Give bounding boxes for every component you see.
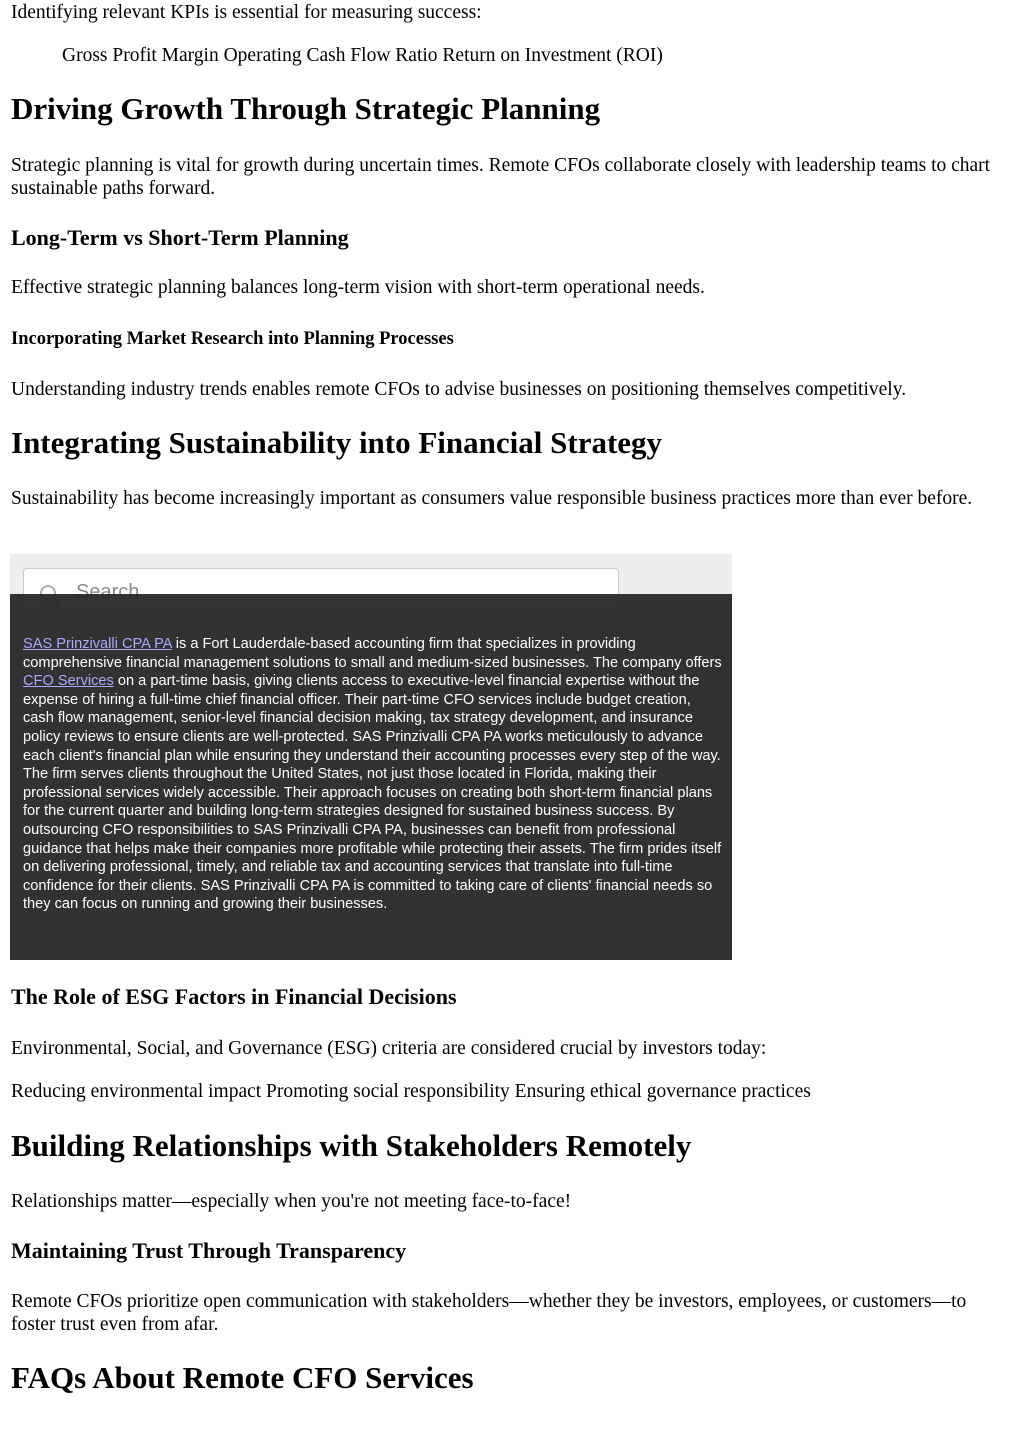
heading-long-vs-short: Long-Term vs Short-Term Planning (11, 225, 349, 250)
cfo-services-link[interactable]: CFO Services (23, 673, 114, 690)
growth-paragraph: Strategic planning is vital for growth during uncertain times. Remote CFOs collaborate closely with leadership teams to chart sustainable paths forward. (11, 155, 991, 199)
esg-list: Reducing environmental impact Promoting social responsibility Ensuring ethical governance practices (11, 1081, 811, 1102)
stakeholders-paragraph: Relationships matter—especially when you're not meeting face-to-face! (11, 1191, 572, 1212)
esg-paragraph: Environmental, Social, and Governance (ESG) criteria are considered crucial by investors today: (11, 1038, 767, 1059)
description-text-1: is a Fort Lauderdale-based accounting firm that specializes in providing comprehensive financial management solutions to small and medium-sized businesses. The company offers (23, 636, 722, 671)
heading-driving-growth: Driving Growth Through Strategic Planning (11, 91, 601, 126)
heading-stakeholders: Building Relationships with Stakeholders Remotely (11, 1128, 692, 1163)
intro-paragraph: Identifying relevant KPIs is essential for measuring success: (11, 2, 482, 23)
embedded-widget (10, 554, 732, 960)
firm-link[interactable]: SAS Prinzivalli CPA PA (23, 636, 172, 652)
heading-market-research: Incorporating Market Research into Planning Processes (11, 329, 454, 349)
market-research-paragraph: Understanding industry trends enables remote CFOs to advise businesses on positioning themselves competitively. (11, 379, 907, 400)
heading-faqs: FAQs About Remote CFO Services (11, 1360, 474, 1395)
sustainability-paragraph: Sustainability has become increasingly important as consumers value responsible business practices more than ever before. (11, 488, 973, 509)
heading-sustainability: Integrating Sustainability into Financial Strategy (11, 425, 663, 460)
firm-description (23, 635, 723, 914)
heading-transparency: Maintaining Trust Through Transparency (11, 1238, 407, 1263)
description-text-2: on a part-time basis, giving clients access to executive-level financial expertise without the expense of hiring a full-time chief financial officer. Their part-time CFO services include budget creation, cash flow management, senior-level financial decision making, tax strategy development, and insurance policy reviews to ensure clients are well-protected. SAS Prinzivalli CPA PA works meticulously to advance each client's financial plan while ensuring they understand their accounting processes every step of the way. The firm serves clients throughout the United States, not just those located in Florida, making their professional services widely accessible. Their approach focuses on creating both short-term financial plans for the current quarter and building long-term strategies designed for sustained business success. By outsourcing CFO responsibilities to SAS Prinzivalli CPA PA, businesses can benefit from professional guidance that helps make their companies more profitable while protecting their assets. The firm prides itself on delivering professional, timely, and reliable tax and accounting services that translate into full-time confidence for their clients. SAS Prinzivalli CPA PA is committed to taking care of clients' financial needs so they can focus on running and growing their businesses. (23, 673, 722, 913)
transparency-paragraph: Remote CFOs prioritize open communication with stakeholders—whether they be investors, employees, or customers—to foster trust even from afar. (11, 1291, 967, 1335)
heading-esg: The Role of ESG Factors in Financial Decisions (11, 984, 457, 1009)
description-overlay (10, 594, 732, 960)
kpi-list: Gross Profit Margin Operating Cash Flow Ratio Return on Investment (ROI) (62, 45, 663, 66)
planning-paragraph: Effective strategic planning balances long-term vision with short-term operational needs. (11, 277, 705, 298)
